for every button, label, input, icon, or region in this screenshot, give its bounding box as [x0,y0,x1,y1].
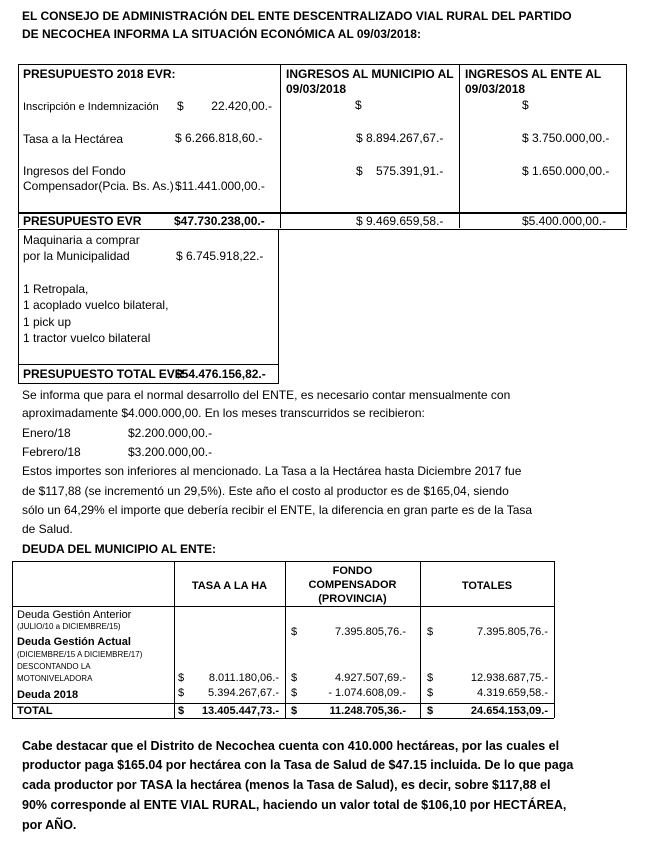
budget-row2-ente: $ 3.750.000,00.- [522,131,610,145]
debt-row2-label: Deuda Gestión Actual [17,636,131,648]
budget-row1-mun: $ [355,98,362,112]
budget-col3-header-l2: 09/03/2018 [465,82,526,96]
debt-row2-total: 12.938.687,75.- [470,672,548,684]
debt-row2-sub1: (DICIEMBRE/15 A DICIEMBRE/17) [17,650,143,659]
machinery-label-l1: Maquinaria a comprar [23,233,140,247]
debt-row2-total-sym: $ [427,672,434,684]
debt-total-total-sym: $ [427,705,434,717]
machinery-item: 1 acoplado vuelco bilateral, [23,298,169,312]
machinery-amount: $ 6.745.918,22.- [176,249,264,263]
budget-col3-header-l1: INGRESOS AL ENTE AL [465,67,602,81]
machinery-total-amount: $54.476.156,82.- [175,367,266,381]
debt-header-fondo-l3: (PROVINCIA) [318,593,387,605]
budget-row3-value: $11.441.000,00.- [175,179,265,193]
debt-total-tasa-sym: $ [178,705,185,717]
budget-row1-label: Inscripción e Indemnización [23,101,159,113]
debt-row2-fondo-sym: $ [291,672,298,684]
debt-row3-tasa-sym: $ [178,687,185,699]
debt-row2-sub2: DESCONTANDO LA [17,662,91,671]
budget-row2-label: Tasa a la Hectárea [23,132,124,146]
debt-row1-sub: (JULIO/10 a DICIEMBRE/15) [17,622,121,631]
debt-total-fondo: 11.248.705,36.- [329,705,406,717]
debt-row3-label: Deuda 2018 [17,689,79,701]
budget-total-value: $47.730.238,00.- [174,214,265,228]
info-month-value: $2.200.000,00.- [128,426,213,440]
debt-header-fondo-l1: FONDO [332,565,373,577]
info-p2-l2: de $117,88 (se incrementó un 29,5%). Este año el costo al productor es de $165,04, siendo [22,484,509,498]
budget-row3-mun: 575.391,91.- [376,164,444,178]
info-p2-l4: de Salud. [22,522,73,536]
header-line-1: EL CONSEJO DE ADMINISTRACIÓN DEL ENTE DESCENTRALIZADO VIAL RURAL DEL PARTIDO [22,9,572,23]
info-month-label: Febrero/18 [22,445,81,459]
budget-col2-header-l2: 09/03/2018 [286,82,347,96]
debt-row1-label: Deuda Gestión Anterior [17,609,132,621]
debt-header-totales: TOTALES [461,580,513,592]
debt-total-tasa: 13.405.447,73.- [201,705,279,717]
header-line-2: DE NECOCHEA INFORMA LA SITUACIÓN ECONÓMICA AL 09/03/2018: [22,27,421,41]
debt-row1-fondo: 7.395.805,76.- [335,626,406,638]
budget-row2-value: $ 6.266.818,60.- [175,131,263,145]
debt-header-tasa: TASA A LA HA [191,580,268,592]
debt-row3-fondo: - 1.074.608,09.- [328,687,406,699]
debt-row1-total-sym: $ [427,626,434,638]
debt-row2-tasa: 8.011.180,06.- [208,672,279,684]
info-p1-l1: Se informa que para el normal desarrollo del ENTE, es necesario contar mensualmente con [22,388,511,402]
budget-col2-header-l1: INGRESOS AL MUNICIPIO AL [286,67,454,81]
budget-col1-header: PRESUPUESTO 2018 EVR: [23,67,176,81]
info-p1-l2: aproximadamente $4.000.000,00. En los meses transcurridos se recibieron: [22,406,425,420]
budget-row3-mun-sym: $ [356,164,363,178]
info-p2-l3: sólo un 64,29% el importe que debería recibir el ENTE, la diferencia en gran parte es de la Tasa [22,503,533,517]
budget-row1-ente: $ [522,98,529,112]
budget-row3-label-l1: Ingresos del Fondo [23,164,126,178]
budget-row1-value: 22.420,00.- [211,99,272,113]
footer-l1: Cabe destacar que el Distrito de Necochea cuenta con 410.000 hectáreas, por las cuales el [22,739,560,753]
machinery-item: 1 tractor vuelco bilateral [23,331,151,345]
debt-total-total: 24.654.153,09.- [470,705,548,717]
debt-row3-fondo-sym: $ [291,687,298,699]
machinery-label-l2: por la Municipalidad [23,249,130,263]
debt-total-fondo-sym: $ [291,705,298,717]
debt-row2-fondo: 4.927.507,69.- [335,672,406,684]
info-month-label: Enero/18 [22,426,71,440]
debt-row2-sub3: MOTONIVELADORA [17,674,93,683]
debt-row1-total: 7.395.805,76.- [477,626,548,638]
debt-total-label: TOTAL [17,705,53,717]
budget-row2-mun: $ 8.894.267,67.- [356,131,444,145]
debt-row3-total-sym: $ [427,687,434,699]
debt-row2-tasa-sym: $ [178,672,185,684]
debt-row3-total: 4.319.659,58.- [477,687,548,699]
footer-l2: productor paga $165.04 por hectárea con la Tasa de Salud de $47.15 incluida. De lo que paga [22,758,574,772]
debt-row3-tasa: 5.394.267,67.- [208,687,279,699]
budget-row1-sym: $ [177,99,184,113]
footer-l4: 90% corresponde al ENTE VIAL RURAL, haciendo un valor total de $106,10 por HECTÁREA, [22,798,567,812]
machinery-item: 1 Retropala, [23,282,89,296]
debt-header-fondo-l2: COMPENSADOR [308,579,397,591]
budget-total-ente: $5.400.000,00.- [522,214,607,228]
debt-title: DEUDA DEL MUNICIPIO AL ENTE: [22,542,217,556]
budget-total-mun: $ 9.469.659,58.- [356,214,444,228]
debt-row1-fondo-sym: $ [291,626,298,638]
budget-total-label: PRESUPUESTO EVR [23,214,142,228]
info-month-value: $3.200.000,00.- [128,445,213,459]
budget-row3-ente: $ 1.650.000,00.- [522,164,610,178]
info-p2-l1: Estos importes son inferiores al mencionado. La Tasa a la Hectárea hasta Diciembre 2017 fue [22,464,522,478]
machinery-total-label: PRESUPUESTO TOTAL EVR [23,367,184,381]
footer-l3: cada productor por TASA la hectárea (menos la Tasa de Salud), es decir, sobre $117,88 el [22,778,551,792]
machinery-item: 1 pick up [23,315,72,329]
budget-row3-label-l2: Compensador(Pcia. Bs. As.) [23,179,174,193]
footer-l5: por AÑO. [22,818,77,832]
